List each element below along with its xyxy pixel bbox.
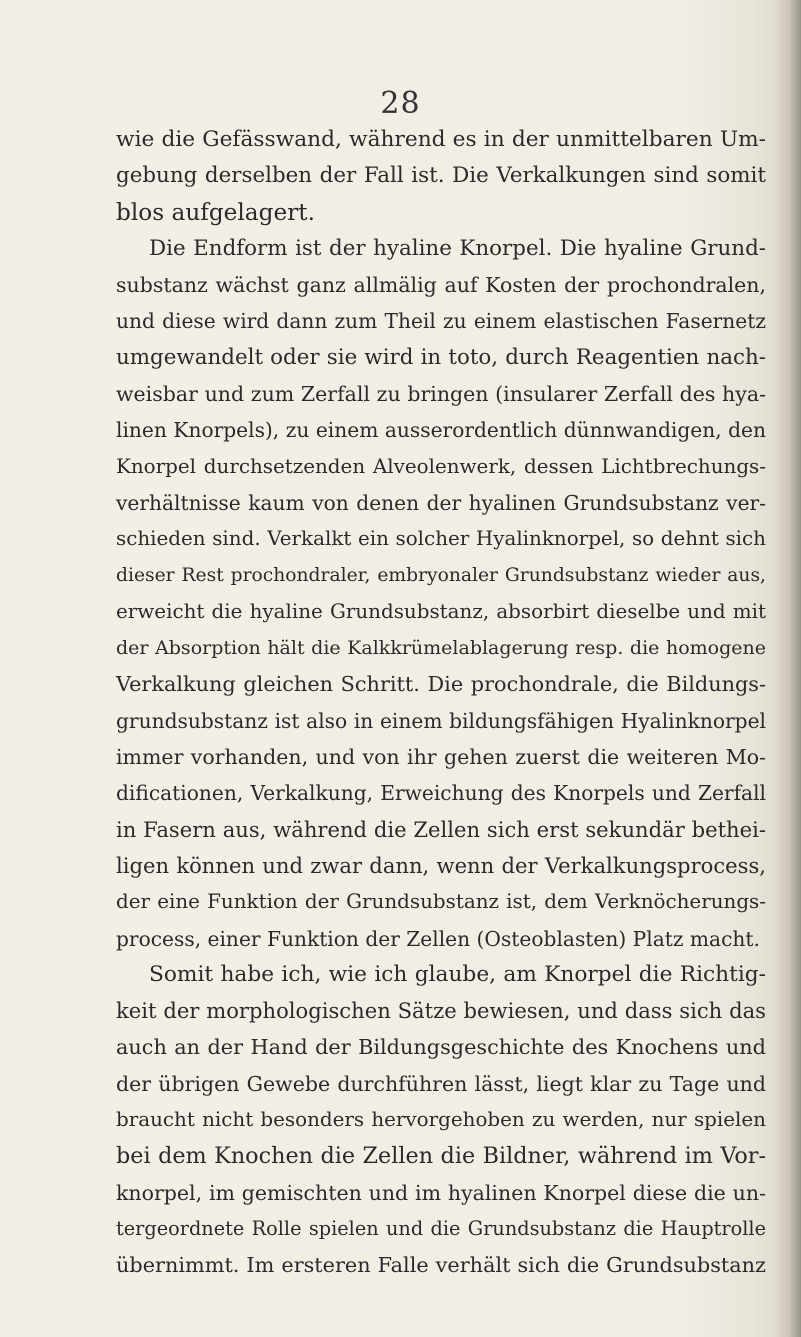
text-line: dieser Rest prochondraler, embryonaler Grundsubstanz wieder aus, <box>116 564 766 586</box>
text-line: übernimmt. Im ersteren Falle verhält sich die Grundsubstanz <box>116 1253 766 1278</box>
text-line: Knorpel durchsetzenden Alveolenwerk, dessen Lichtbrechungs- <box>116 454 766 478</box>
text-line: linen Knorpels), zu einem ausserordentlich dünnwandigen, den <box>116 418 766 443</box>
text-line: immer vorhanden, und von ihr gehen zuerst die weiteren Mo- <box>116 745 766 770</box>
text-line: verhältnisse kaum von denen der hyalinen Grundsubstanz ver- <box>116 490 766 515</box>
text-line: Die Endform ist der hyaline Knorpel. Die hyaline Grund- <box>149 235 766 261</box>
text-line: und diese wird dann zum Theil zu einem elastischen Fasernetz <box>116 309 766 334</box>
text-line: auch an der Hand der Bildungsgeschichte des Knochens und <box>116 1035 766 1060</box>
text-line: in Fasern aus, während die Zellen sich erst sekundär bethei- <box>116 816 766 842</box>
text-line: der eine Funktion der Grundsubstanz ist, dem Verknöcherungs- <box>116 890 766 914</box>
text-line: der Absorption hält die Kalkkrümelablagerung resp. die homogene <box>116 637 766 660</box>
text-line: process, einer Funktion der Zellen (Osteoblasten) Platz macht. <box>116 926 760 951</box>
text-line: substanz wächst ganz allmälig auf Kosten der prochondralen, <box>116 273 766 298</box>
text-line: Verkalkung gleichen Schritt. Die prochondrale, die Bildungs- <box>116 672 766 697</box>
text-line: keit der morphologischen Sätze bewiesen, und dass sich das <box>116 998 766 1024</box>
text-line: gebung derselben der Fall ist. Die Verkalkungen sind somit <box>116 163 766 189</box>
text-line: braucht nicht besonders hervorgehoben zu werden, nur spielen <box>116 1108 766 1132</box>
text-line: der übrigen Gewebe durchführen lässt, liegt klar zu Tage und <box>116 1071 766 1096</box>
text-line: dificationen, Verkalkung, Erweichung des Knorpels und Zerfall <box>116 781 766 806</box>
page-edge-shadow <box>775 0 801 1337</box>
text-line: wie die Gefässwand, während es in der unmittelbaren Um- <box>116 127 766 152</box>
text-line: schieden sind. Verkalkt ein solcher Hyalinknorpel, so dehnt sich <box>116 527 766 551</box>
text-line: blos aufgelagert. <box>116 198 315 226</box>
text-line: tergeordnete Rolle spielen und die Grundsubstanz die Hauptrolle <box>116 1216 766 1240</box>
text-line: umgewandelt oder sie wird in toto, durch Reagentien nach- <box>116 344 766 370</box>
text-line: ligen können und zwar dann, wenn der Verkalkungsprocess, <box>116 852 766 878</box>
text-line: weisbar und zum Zerfall zu bringen (insularer Zerfall des hya- <box>116 382 766 407</box>
text-line: knorpel, im gemischten und im hyalinen Knorpel diese die un- <box>116 1180 766 1205</box>
page-number: 28 <box>380 86 421 121</box>
text-line: erweicht die hyaline Grundsubstanz, absorbirt dieselbe und mit <box>116 599 766 623</box>
body-text <box>116 122 766 1284</box>
text-line: bei dem Knochen die Zellen die Bildner, während im Vor- <box>116 1143 766 1170</box>
text-line: Somit habe ich, wie ich glaube, am Knorpel die Richtig- <box>149 961 766 987</box>
text-line: grundsubstanz ist also in einem bildungsfähigen Hyalinknorpel <box>116 708 766 733</box>
